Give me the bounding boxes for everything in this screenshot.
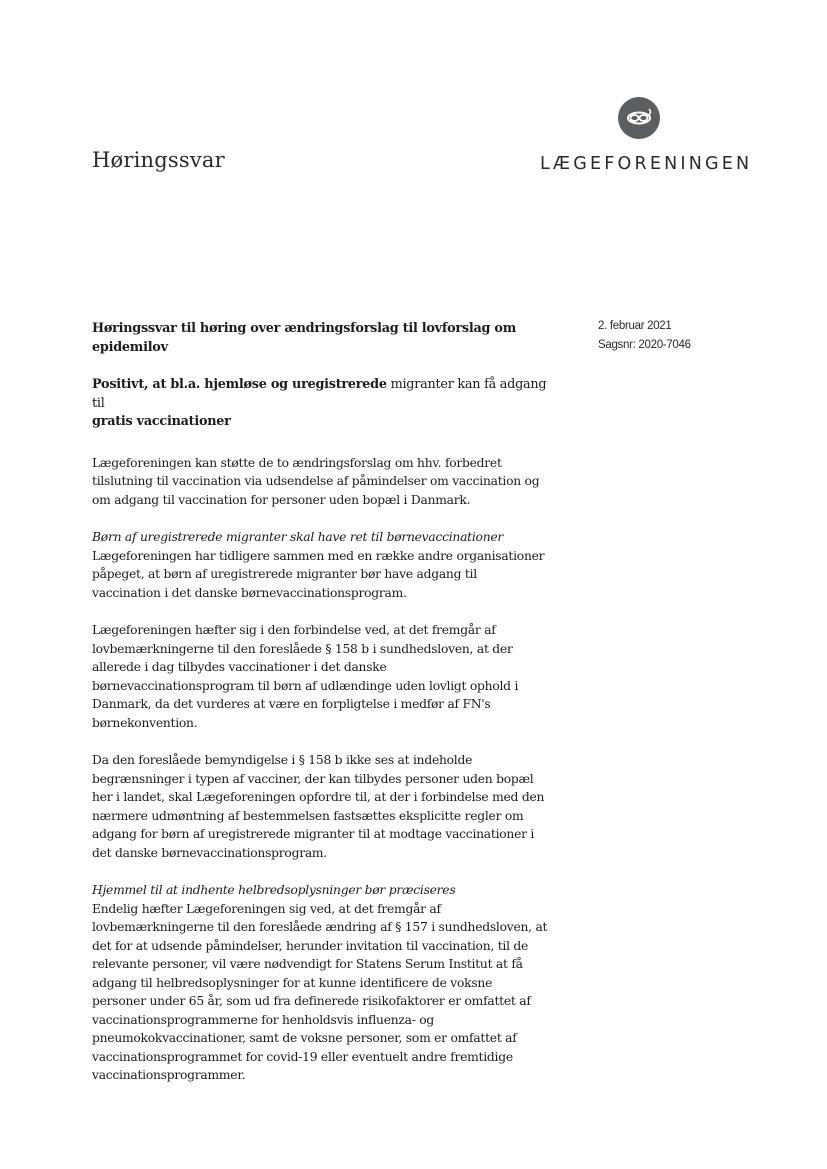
case-number: Sagsnr: 2020-7046 [598,339,691,351]
document-subtitle [92,376,562,432]
text-line: børnevaccinationsprogram til børn af udlændinge uden lovligt ophold i [92,678,519,693]
document-type-heading: Høringssvar [92,148,225,172]
subtitle-bold: Positivt, at bl.a. hjemløse og uregistrerede [92,377,387,392]
paragraph [92,528,562,602]
text-line: om adgang til vaccination for personer uden bopæl i Danmark. [92,492,471,507]
text-line: Endelig hæfter Lægeforeningen sig ved, at det fremgår af [92,901,441,916]
document-date: 2. februar 2021 [598,320,672,332]
text-line: det for at udsende påmindelser, herunder invitation til vaccination, til de [92,938,529,953]
text-line: vaccinationsprogrammer. [92,1068,246,1082]
document-meta [598,317,691,355]
text-line: relevante personer, vil være nødvendigt for Statens Serum Institut at få [92,957,523,971]
text-line: påpeget, at børn af uregistrerede migranter bør have adgang til [92,567,477,581]
text-line: her i landet, skal Lægeforeningen opfordre til, at der i forbindelse med den [92,790,545,804]
text-line: adgang for børn af uregistrerede migranter til at modtage vaccinationer i [92,827,535,841]
paragraph [92,621,562,732]
paragraph [92,454,562,510]
section-heading: Børn af uregistrerede migranter skal have ret til børnevaccinationer [92,530,504,544]
subtitle-normal: migranter kan få adgang til [92,377,547,411]
paragraph [92,751,562,862]
text-line: lovbemærkningerne til den foreslåede ændring af § 157 i sundhedsloven, at [92,920,548,934]
text-line: vaccinationsprogrammerne for henholdsvis influenza- og [92,1012,435,1027]
text-line: nærmere udmøntning af bestemmelsen fastsættes eksplicitte regler om [92,808,524,823]
text-line: pneumokokvaccinationer, samt de voksne personer, som er omfattet af [92,1031,517,1045]
text-line: Danmark, da det vurderes at være en forpligtelse i medfør af FN's [92,697,491,711]
text-line: det danske børnevaccinationsprogram. [92,845,327,860]
document-body [92,320,562,1085]
subtitle-line: gratis vaccinationer [92,414,231,429]
snake-coil-icon [618,97,660,139]
text-line: begrænsninger i typen af vacciner, der kan tilbydes personer uden bopæl [92,771,534,786]
text-line: lovbemærkningerne til den foreslåede § 158 b i sundhedsloven, at der [92,641,513,656]
text-line: Lægeforeningen hæfter sig i den forbindelse ved, at det fremgår af [92,623,496,637]
text-line: vaccination i det danske børnevaccinationsprogram. [92,585,407,600]
text-line: allerede i dag tilbydes vaccinationer i det danske [92,660,387,674]
section-heading: Hjemmel til at indhente helbredsoplysninger bør præciseres [92,883,456,897]
text-line: børnekonvention. [92,715,198,730]
text-line: personer under 65 år, som ud fra definerede risikofaktorer er omfattet af [92,994,531,1008]
document-title [92,320,562,357]
text-line: tilslutning til vaccination via udsendelse af påmindelser om vaccination og [92,474,540,488]
organization-logo-text: LÆGEFORENINGEN [540,154,753,174]
text-line: Lægeforeningen kan støtte de to ændringsforslag om hhv. forbedret [92,455,502,470]
paragraph [92,881,562,1085]
text-line: Lægeforeningen har tidligere sammen med en række andre organisationer [92,548,545,563]
text-line: Da den foreslåede bemyndigelse i § 158 b ikke ses at indeholde [92,753,473,767]
text-line: vaccinationsprogrammet for covid-19 eller eventuelt andre fremtidige [92,1049,513,1064]
title-line: epidemilov [92,339,168,355]
title-line: Høringssvar til høring over ændringsforslag til lovforslag om [92,321,516,336]
text-line: adgang til helbredsoplysninger for at kunne identificere de voksne [92,975,493,990]
